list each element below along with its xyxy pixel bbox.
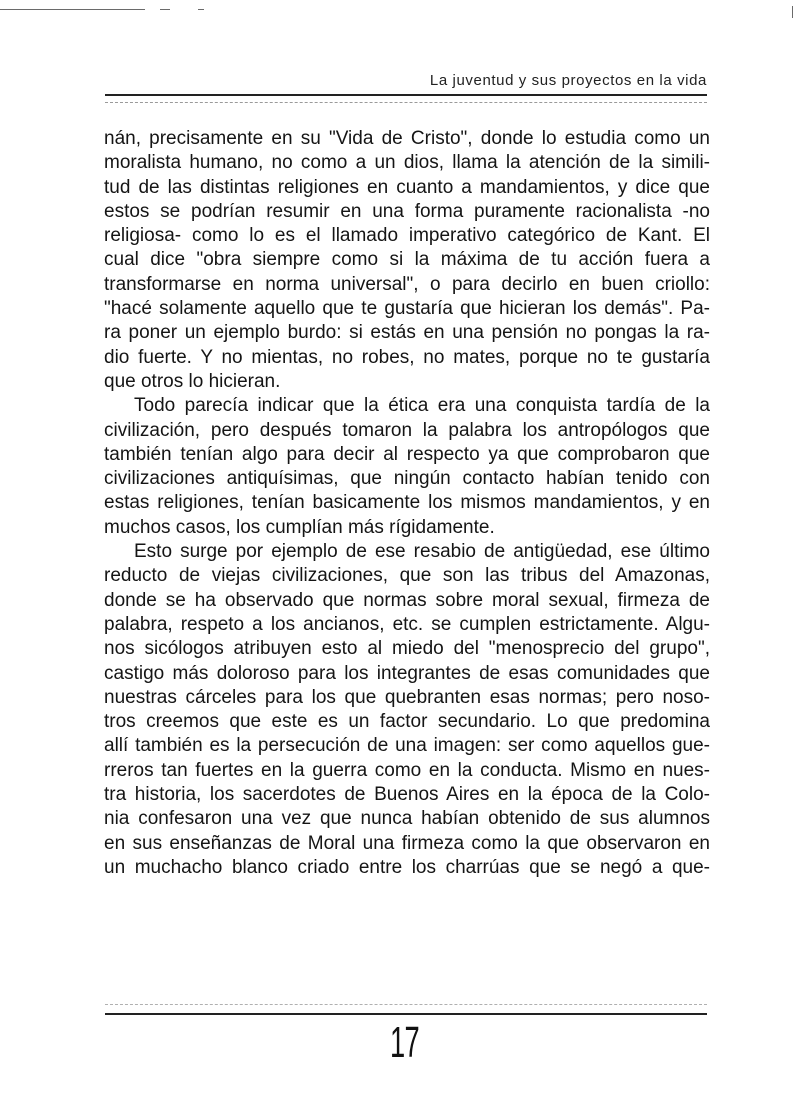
text-line: castigo más doloroso para los integrantes de esas comunidades que [104,662,710,684]
text-line: tros creemos que este es un factor secundario. Lo que predomina [104,711,710,733]
page-number: 17 [389,1018,420,1067]
text-line: allí también es la persecución de una imagen: ser como aquellos gue- [104,735,710,757]
paragraph [104,540,710,880]
scan-artifact [792,6,793,18]
text-line: estas religiones, tenían basicamente los mismos mandamientos, y en [104,492,710,514]
scan-artifact [160,9,170,10]
text-line: estos se podrían resumir en una forma puramente racionalista -no [104,200,710,222]
paragraph [104,127,710,394]
text-line: transformarse en norma universal", o para decirlo en buen criollo: [104,273,710,295]
text-line: tud de las distintas religiones en cuanto a mandamientos, y dice que [104,176,710,198]
text-line: dio fuerte. Y no mientas, no robes, no mates, porque no te gustaría [104,346,710,368]
running-header [105,72,707,96]
text-line: también tenían algo para decir al respecto ya que comprobaron que [104,443,710,465]
text-line: muchos casos, los cumplían más rígidamente. [104,516,495,538]
body-text [104,127,710,880]
text-line: "hacé solamente aquello que te gustaría que hicieran los demás". Pa- [104,298,710,320]
text-line: tra historia, los sacerdotes de Buenos Aires en la época de la Colo- [104,784,710,806]
running-title: La juventud y sus proyectos en la vida [429,72,707,89]
text-line: civilizaciones antiquísimas, que ningún contacto habían tenido con [104,468,710,490]
text-line: moralista humano, no como a un dios, llama la atención de la simili- [104,152,710,174]
text-line: Todo parecía indicar que la ética era una conquista tardía de la [134,395,710,417]
text-line: que otros lo hicieran. [104,370,281,392]
scan-artifact [0,9,145,10]
text-line: reducto de viejas civilizaciones, que son las tribus del Amazonas, [104,565,710,587]
text-line: donde se ha observado que normas sobre moral sexual, firmeza de [104,589,710,611]
text-line: nos sicólogos atribuyen esto al miedo del "menosprecio del grupo", [104,638,710,660]
text-line: palabra, respeto a los ancianos, etc. se cumplen estrictamente. Algu- [104,613,710,635]
header-rule [105,102,707,104]
text-line: nia confesaron una vez que nunca habían obtenido de sus alumnos [104,808,710,830]
footer-rule [105,1013,707,1015]
text-line: religiosa- como lo es el llamado imperativo categórico de Kant. El [104,225,710,247]
text-line: Esto surge por ejemplo de ese resabio de antigüedad, ese último [134,541,710,563]
text-line: cual dice "obra siempre como si la máxima de tu acción fuera a [104,249,710,271]
text-line: en sus enseñanzas de Moral una firmeza como la que observaron en [104,832,710,854]
text-line: un muchacho blanco criado entre los charrúas que se negó a que- [104,856,710,878]
text-line: rreros tan fuertes en la guerra como en la conducta. Mismo en nues- [104,759,710,781]
paragraph [104,394,710,540]
text-line: nán, precisamente en su "Vida de Cristo", donde lo estudia como un [104,128,710,149]
text-line: civilización, pero después tomaron la palabra los antropólogos que [104,419,710,441]
footer-rule-faint [105,1004,707,1005]
scan-artifact [198,9,204,10]
text-line: ra poner un ejemplo burdo: si estás en una pensión no pongas la ra- [104,322,710,344]
text-line: nuestras cárceles para los que quebranten esas normas; pero noso- [104,686,710,708]
